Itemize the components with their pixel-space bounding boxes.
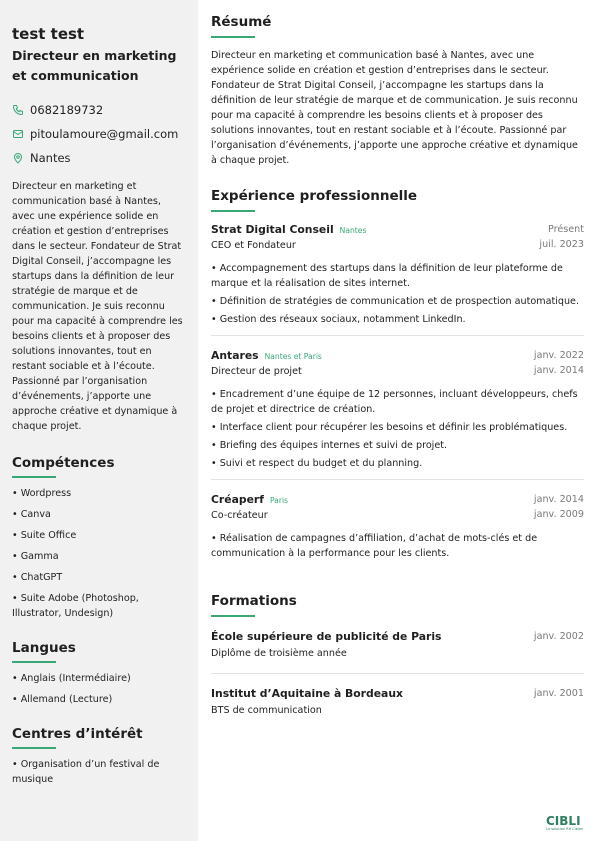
contact-phone — [12, 98, 186, 122]
date-start: janv. 2009 — [533, 509, 584, 520]
brand-logo — [546, 815, 592, 835]
list-item: • Interface client pour récupérer les besoins et définir les problématiques. — [211, 422, 568, 433]
school-name: École supérieure de publicité de Paris — [211, 630, 442, 643]
skills-heading: Compétences — [12, 455, 115, 471]
degree: BTS de communication — [211, 705, 322, 716]
interests-list — [12, 757, 186, 787]
sidebar — [0, 0, 198, 841]
job-dates — [539, 222, 584, 252]
contact-location — [12, 146, 186, 170]
degree: Diplôme de troisième année — [211, 648, 347, 659]
education-date: janv. 2002 — [533, 631, 584, 642]
location-pin-icon — [12, 152, 24, 164]
resume-section — [211, 12, 584, 168]
job-bullets — [211, 261, 584, 327]
date-end: Présent — [548, 224, 584, 235]
date-start: janv. 2014 — [533, 365, 584, 376]
experience-heading: Expérience professionnelle — [211, 188, 418, 204]
languages-section — [12, 639, 186, 707]
list-item: • Briefing des équipes internes et suivi de projet. — [211, 440, 448, 451]
education-heading: Formations — [211, 593, 297, 609]
languages-list — [12, 671, 186, 707]
job-role: Co-créateur — [211, 510, 268, 521]
divider — [211, 673, 584, 674]
heading-underline — [211, 615, 255, 617]
contact-email — [12, 122, 186, 146]
mail-icon — [12, 128, 24, 140]
job-location: Paris — [269, 496, 289, 505]
list-item: • Suite Office — [12, 530, 77, 541]
list-item: • Allemand (Lecture) — [12, 694, 113, 705]
date-start: juil. 2023 — [539, 239, 584, 250]
list-item: • Définition de stratégies de communication et de prospection automatique. — [211, 296, 579, 307]
job-dates — [534, 348, 584, 378]
phone-number: 0682189732 — [30, 103, 104, 117]
education-section — [211, 591, 584, 718]
job-bullets — [211, 387, 584, 471]
list-item: • Gamma — [12, 551, 59, 562]
list-item: • Suite Adobe (Photoshop, Illustrator, Undesign) — [12, 593, 139, 619]
list-item: • Gestion des réseaux sociaux, notamment LinkedIn. — [211, 314, 466, 325]
skills-section — [12, 454, 186, 621]
date-end: janv. 2022 — [533, 350, 584, 361]
education-date: janv. 2001 — [533, 688, 584, 699]
school-name: Institut d’Aquitaine à Bordeaux — [211, 687, 403, 700]
job-company: Antares — [211, 349, 259, 362]
list-item: • Encadrement d’une équipe de 12 personnes, incluant développeurs, chefs de projet et directrice de création. — [211, 389, 578, 415]
list-item: • Réalisation de campagnes d’affiliation, d’achat de mots-clés et de communication à la performance pour les clients. — [211, 533, 538, 559]
job-company: Strat Digital Conseil — [211, 223, 334, 236]
heading-underline — [211, 210, 255, 212]
resume-text: Directeur en marketing et communication basé à Nantes, avec une expérience solide en création et gestion d’entreprises dans le secteur. Fondateur de Strat Digital Conseil, j’accompagne les startups dans la définition de leur stratégie de marque et de communication. Je suis reconnu pour ma capacité à comprendre les besoins clients et à proposer des solutions innovantes, tout en restant sociable et à l’écoute. Passionné par l’organisation d’événements, j’apporte une approche créative et dynamique à chaque projet. — [211, 50, 578, 166]
list-item: • Organisation d’un festival de musique — [12, 759, 160, 785]
phone-icon — [12, 104, 24, 116]
job-entry — [211, 222, 584, 327]
interests-section — [12, 725, 186, 787]
job-company: Créaperf — [211, 493, 264, 506]
sidebar-summary: Directeur en marketing et communication basé à Nantes, avec une expérience solide en création et gestion d’entreprises dans le secteur. Fondateur de Strat Digital Conseil, j’accompagne les startups dans la définition de leur stratégie de marque et de communication. Je suis reconnu pour ma capacité à comprendre les besoins clients et à proposer des solutions innovantes, tout en restant sociable et à l’écoute. Passionné par l’organisation d’événements, j’apporte une approche créative et dynamique à chaque projet. — [12, 181, 183, 432]
job-entry — [211, 348, 584, 471]
city: Nantes — [30, 151, 71, 165]
resume-heading: Résumé — [211, 14, 272, 30]
divider — [211, 479, 584, 480]
candidate-name: test test — [12, 25, 85, 43]
heading-underline — [12, 661, 56, 663]
email-address: pitoulamoure@gmail.com — [30, 127, 179, 141]
job-entry — [211, 492, 584, 561]
list-item: • Accompagnement des startups dans la définition de leur plateforme de marque et la réalisation de sites internet. — [211, 263, 563, 289]
languages-heading: Langues — [12, 640, 76, 656]
job-location: Nantes — [339, 226, 367, 235]
list-item: • Suivi et respect du budget et du planning. — [211, 458, 423, 469]
list-item: • Anglais (Intermédiaire) — [12, 673, 131, 684]
skills-list — [12, 486, 186, 621]
job-bullets — [211, 531, 584, 561]
date-end: janv. 2014 — [533, 494, 584, 505]
job-dates — [534, 492, 584, 522]
divider — [211, 335, 584, 336]
candidate-title: Directeur en marketing et communication — [12, 48, 177, 83]
list-item: • ChatGPT — [12, 572, 63, 583]
experience-section — [211, 186, 584, 561]
main-content — [211, 12, 584, 718]
interests-heading: Centres d’intérêt — [12, 726, 143, 742]
list-item: • Wordpress — [12, 488, 72, 499]
heading-underline — [211, 36, 255, 38]
logo-tagline: La solution RH Cibles — [546, 827, 583, 831]
heading-underline — [12, 747, 56, 749]
job-location: Nantes et Paris — [264, 352, 322, 361]
job-role: Directeur de projet — [211, 366, 302, 377]
list-item: • Canva — [12, 509, 51, 520]
education-entry — [211, 629, 584, 661]
job-role: CEO et Fondateur — [211, 240, 296, 251]
education-entry — [211, 686, 584, 718]
contact-info — [12, 98, 186, 170]
logo-text: CIBLI — [546, 814, 581, 828]
heading-underline — [12, 476, 56, 478]
